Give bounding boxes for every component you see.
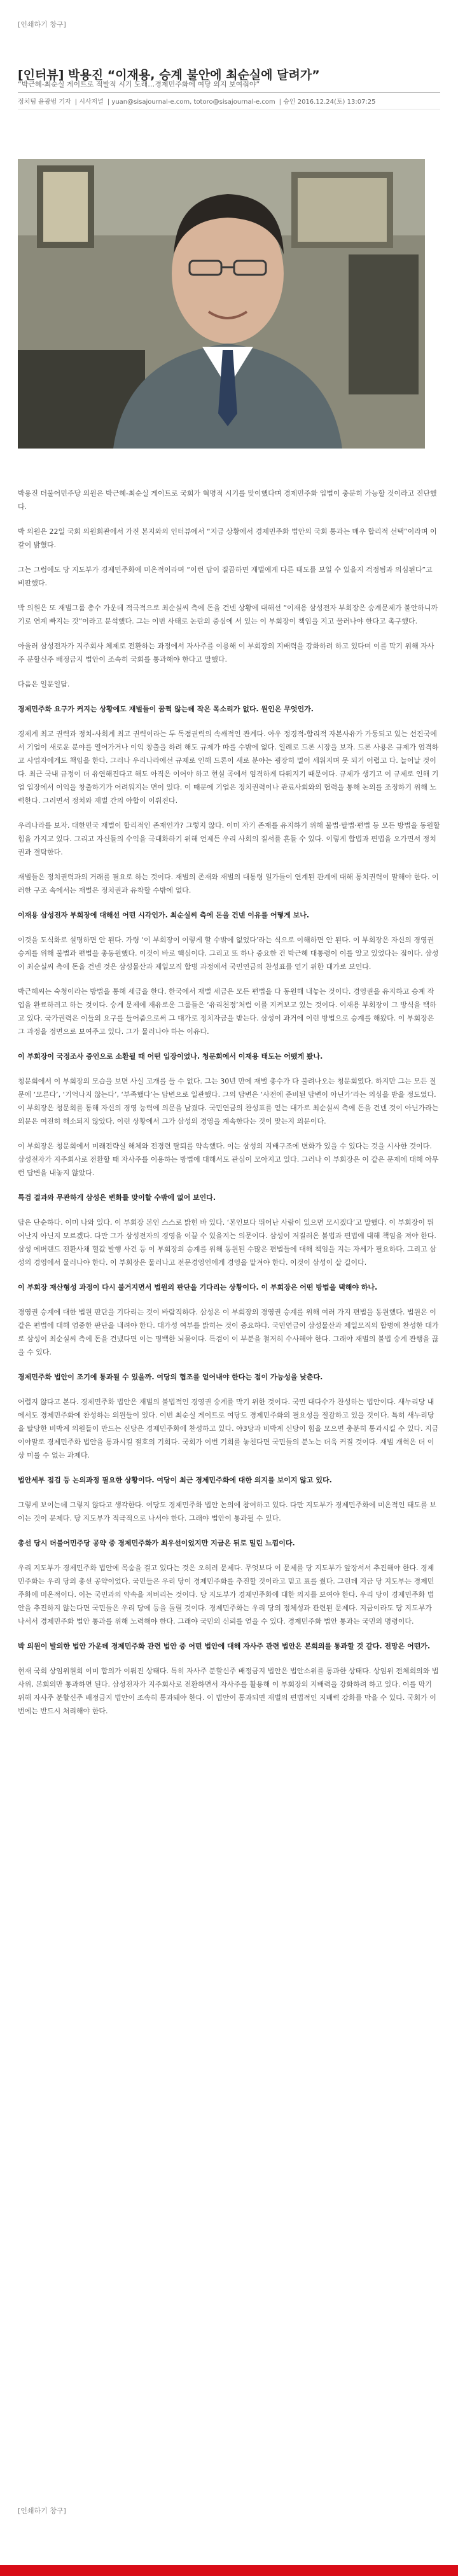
paragraph: 그렇게 보이는데 그렇지 않다고 생각한다. 여당도 경제민주화 법안 논의에 참여하고 있다. 다만 지도부가 경제민주화에 미온적인 태도를 보이는 것이 문제다. 당 지도부가 적극적으로 나서야 한다. 그래야 법안이 통과될 수 있다. — [18, 1501, 436, 1522]
article-byline: 정치팀 윤광범 기자 | 시사저널 | yuan@sisajournal-e.com, totoro@sisajournal-e.com | 승인 2016.12.24(토) 13:07:25 — [18, 92, 440, 109]
interview-question: 이 부회장이 국정조사 증인으로 소환될 때 어떤 입장이었나. 청문회에서 이재용 태도는 어땠게 봤나. — [18, 1052, 323, 1061]
paragraph: 재벌들은 정치권력과의 거래를 필요로 하는 것이다. 재벌의 존재와 재벌의 대통령 일가들이 연계된 관계에 대해 통치권력이 말해야 한다. 이러한 구조 속에서는 재벌은 정치권과 유착할 수밖에 없다. — [18, 873, 439, 895]
byline-reporter: 정치팀 윤광범 기자 — [18, 99, 71, 106]
interview-photo-illustration — [18, 159, 425, 449]
interview-question: 특검 결과와 무관하게 삼성은 변화를 맞이할 수밖에 없어 보인다. — [18, 1194, 216, 1202]
byline-email: yuan@sisajournal-e.com, totoro@sisajournal-e.com — [111, 99, 275, 106]
paragraph: 그는 그럼에도 당 지도부가 경제민주화에 미온적이라며 “이런 답이 질끔하면 재벌에게 다른 태도를 보일 수 있을지 걱정됨과 의심된다”고 비판했다. — [18, 566, 433, 587]
interview-question: 경제민주화 법안이 조기에 통과될 수 있을까. 여당의 협조를 얻어내야 한다는 점이 가능성을 낮춘다. — [18, 1373, 323, 1381]
article-headline: [인터뷰] 박용진 “이재용, 승계 불안에 최순실에 달려가” — [18, 67, 320, 82]
paragraph: 답은 단순하다. 이미 나와 있다. 이 부회장 본인 스스로 밝힌 바 있다. ‘본인보다 뛰어난 사람이 있으면 모시겠다’고 말했다. 이 부회장이 뛰어난지 아닌지 모르겠다. 다만 그가 삼성전자의 경영을 이끌 수 있을지는 의문이다. 삼성이 저질러온 불법과 편법에 대해 책임을 져야 한다. 삼성 에버랜드 전환사채 헐값 발행 사건 등 이 부회장의 승계를 위해 동원된 수많은 편법들에 대해 책임을 지는 자세가 필요하다. 그리고 삼성의 경영에서 물러나야 한다. 이 부회장은 물러나고 전문경영인에게 경영을 맡겨야 한다. 이것이 삼성이 살 길이다. — [18, 1218, 436, 1267]
paragraph: 박 의원은 또 재벌그룹 총수 가운데 적극적으로 최순실씨 측에 돈을 건넨 상황에 대해선 “이재용 삼성전자 부회장은 승계문제가 불안하니까 기로 연계 빠지는 것”이라고 분석했다. 그는 이번 사태로 논란의 중심에 서 있는 이 부회장이 책임을 지고 물러나야 한다고 촉구했다. — [18, 604, 438, 625]
paragraph: 어렵지 않다고 본다. 경제민주화 법안은 재벌의 불법적인 경영권 승계를 막기 위한 것이다. 국민 대다수가 찬성하는 법안이다. 새누리당 내에서도 경제민주화에 찬성하는 의원들이 있다. 이번 최순실 게이트로 여당도 경제민주화의 필요성을 절감하고 있을 것이다. 특히 새누리당을 탈당한 비박계 의원들이 만드는 신당은 경제민주화에 찬성하고 있다. 야3당과 비박계 신당이 힘을 모으면 충분히 통과시킬 수 있다. 지금이야말로 경제민주화 법안을 통과시킬 절호의 기회다. 국회가 이번 기회를 놓친다면 국민들의 분노는 더욱 커질 것이다. 재벌 개혁은 더 이상 미룰 수 없는 과제다. — [18, 1398, 439, 1459]
paragraph: 박근혜씨는 숙청이라는 방법을 통해 세금을 한다. 한국에서 재벌 세금은 모든 편법을 다 동원해 내놓는 것이다. 경영권을 유지하고 승계 작업을 완료하려고 하는 것이다. 승계 문제에 재유로운 그룹들은 ‘유리천정’처럼 이를 지켜보고 있는 것이다. 이재용 부회장이 그 방식을 택하고 있다. 국가권력은 이들의 요구를 들어줌으로써 그 대가로 정치자금을 받는다. 삼성이 과거에 이런 방법으로 승계를 해왔다. 이 부회장은 그 과정을 정면으로 보여주고 있다. 그가 물러나야 하는 이유다. — [18, 987, 436, 1036]
paragraph: 우리나라를 보자. 대한민국 재벌이 합리적인 존재인가? 그렇지 않다. 이미 자기 존재를 유지하기 위해 불법·탈법·편법 등 모든 방법을 동원할 힘을 가지고 있다. 그리고 자신들의 수익을 극대화하기 위해 언제든 우리 사회의 질서를 흔들 수 있다. 이렇게 합법과 편법을 오가면서 정치권과 결탁한다. — [18, 821, 440, 856]
paragraph: 박 의원은 22일 국회 의원회관에서 가진 본지와의 인터뷰에서 “지금 상황에서 경제민주화 법안의 국회 통과는 매우 합리적 선택”이라며 이같이 밝혔다. — [18, 527, 437, 549]
interview-question: 이재용 삼성전자 부회장에 대해선 어떤 시각인가. 최순실씨 측에 돈을 건넨 이유를 어떻게 보나. — [18, 911, 310, 919]
paragraph: 아울러 삼성전자가 지주회사 체제로 전환하는 과정에서 자사주를 이용해 이 부회장의 지배력을 강화하려 하고 있다며 이를 막기 위해 자사주 분할신주 배정금지 법안이 조속히 국회를 통과해야 한다고 말했다. — [18, 642, 434, 664]
paragraph: 박용진 더불어민주당 의원은 박근혜-최순실 게이트로 국회가 혁명적 시기를 맞이했다며 경제민주화 입법이 충분히 가능할 것이라고 진단했다. — [18, 489, 437, 511]
paragraph: 이 부회장은 청문회에서 미래전략실 해체와 전경련 탈퇴를 약속했다. 이는 삼성의 지배구조에 변화가 있을 수 있다는 것을 시사한 것이다. 삼성전자가 지주회사로 전환할 때 자사주를 이용하는 방법에 대해서도 관심이 모아지고 있다. 그러나 이 부회장은 이 같은 문제에 대해 아무런 답변을 내놓지 않았다. — [18, 1142, 439, 1177]
paragraph: 청문회에서 이 부회장의 모습을 보면 사실 고개를 들 수 없다. 그는 30년 만에 재벌 총수가 다 불려나오는 청문회였다. 하지만 그는 모든 질문에 ‘모른다’, ‘기억나지 않는다’, ‘부족했다’는 답변으로 일관했다. 그의 답변은 ‘사전에 준비된 답변이 아닌가’라는 의심을 받을 정도였다. 이 부회장은 청문회를 통해 자신의 경영 능력에 의문을 남겼다. 국민연금의 찬성표를 얻는 대가로 최순실씨 측에 돈을 건넨 것이 아닌가라는 의문은 여전히 해소되지 않았다. 이런 상황에서 그가 삼성의 경영을 계속한다는 것이 맞는지 의문이다. — [18, 1077, 439, 1125]
interview-question: 이 부회장 재산형성 과정이 다시 불거지면서 법원의 판단을 기다리는 상황이다. 이 부회장은 어떤 방법을 택해야 하나. — [18, 1283, 378, 1291]
interview-question: 경제민주화 요구가 커지는 상황에도 재벌들이 꿈쩍 않는데 작은 목소리가 없다. 원인은 무엇인가. — [18, 705, 314, 713]
paragraph: 우리 지도부가 경제민주화 법안에 목숨을 걸고 있다는 것은 오히려 문제다. 무엇보다 이 문제를 당 지도부가 앞장서서 추진해야 한다. 경제민주화는 우리 당의 총선 공약이었다. 국민들은 우리 당이 경제민주화를 추진할 것이라고 믿고 표를 줬다. 그런데 지금 당 지도부는 경제민주화에 미온적이다. 이는 국민과의 약속을 저버리는 것이다. 당 지도부가 경제민주화에 대한 의지를 보여야 한다. 우리 당이 경제민주화 법안을 추진하지 않는다면 국민들은 우리 당에 등을 돌릴 것이다. 경제민주화는 우리 당의 정체성과 관련된 문제다. 지금이라도 당 지도부가 나서서 경제민주화 법안 통과를 위해 노력해야 한다. 그래야 국민의 신뢰를 얻을 수 있다. 경제민주화 법안 통과는 국민의 명령이다. — [18, 1564, 434, 1626]
paragraph: 경제계 최고 권력과 정치-사회계 최고 권력이라는 두 독점권력의 속깨적인 관계다. 아우 정경적-합리적 자본사유가 가동되고 있는 선진국에서 기업이 새로운 분야를 열어가거나 이익 창출을 하려 해도 규제가 따를 수밖에 없다. 일례로 드론 시장을 보자. 드론 사용은 규제가 엄격하고 사업자에게도 책임을 한다. 그러나 우리나라에선 규제로 인해 드론이 새로 분야는 굉장히 멀어 세워지며 못 되기 어렵고 다. 늘어날 것이다. 최근 국내 규정이 더 유연해진다고 해도 아직은 이어야 하고 현실 곡에서 엄격하게 다뤄지기 때문이다. 규제가 생기고 이 규제로 인해 기업 입장에서 이익을 창출하기가 어려워지는 면이 있다. 이 때문에 기업은 정치권력이나 관료사회와의 협력을 통해 논의를 조정하기 위해 노력한다. 그러면서 정치와 재벌 간의 야합이 이뤄진다. — [18, 730, 439, 805]
byline-date: 승인 2016.12.24(토) 13:07:25 — [283, 99, 376, 106]
print-label-top: [인쇄하기 창구] — [18, 20, 66, 29]
paragraph: 현재 국회 상임위원회 이미 합의가 이뤄진 상태다. 특히 자사주 분할신주 배정금지 법안은 법안소위를 통과한 상태다. 상임위 전체회의와 법사위, 본회의만 통과하면 된다. 삼성전자가 지주회사로 전환하면서 자사주를 활용해 이 부회장의 지배력을 강화하려 하고 있다. 이를 막기 위해 자사주 분할신주 배정금지 법안이 조속히 통과돼야 한다. 이 법안이 통과되면 재벌의 편법적인 지배력 강화를 막을 수 있다. 국회가 이번에는 반드시 처리해야 한다. — [18, 1667, 439, 1715]
article-body — [18, 487, 440, 1729]
footer-accent-bar — [0, 2565, 458, 2576]
paragraph: 다음은 일문일답. — [18, 680, 70, 688]
paragraph: 경영권 승계에 대한 법원 판단을 기다리는 것이 바람직하다. 삼성은 이 부회장의 경영권 승계를 위해 여러 가지 편법을 동원했다. 법원은 이 같은 편법에 대해 엄중한 판단을 내려야 한다. 대가성 여부를 밝히는 것이 중요하다. 국민연금이 삼성물산과 제일모직의 합병에 찬성한 대가로 삼성이 최순실씨 측에 돈을 건넸다면 이는 명백한 뇌물이다. 특검이 이 부분을 철저히 수사해야 한다. 그래야 재벌의 불법 승계 관행을 끊을 수 있다. — [18, 1308, 439, 1356]
interview-question: 박 의원이 발의한 법안 가운데 경제민주화 관련 법안 중 어떤 법안에 대해 자사주 관련 법안은 본회의를 통과할 것 같다. 전망은 어떤가. — [18, 1642, 431, 1650]
article-subhead: “박근혜-최순실 게이트로 적발적 시기 도래…경제민주화에 여당 의지 보여줘야” — [18, 80, 260, 88]
interview-photo — [18, 159, 425, 449]
interview-question: 법안세부 점검 등 논의과정 필요한 상황이다. 여당이 최근 경제민주화에 대한 의지를 보이지 않고 있다. — [18, 1476, 332, 1484]
paragraph: 이것을 도식화로 설명하면 안 된다. 가령 ‘이 부회장이 이렇게 할 수밖에 없었다’라는 식으로 이해하면 안 된다. 이 부회장은 자신의 경영권 승계를 위해 불법과 편법을 총동원했다. 이것이 바로 핵심이다. 그리고 또 하나 중요한 건 박근혜 대통령이 이를 알고 있었다는 점이다. 삼성이 최순실씨 측에 돈을 건넨 것은 삼성물산과 제일모직 합병 과정에서 국민연금의 찬성표를 얻기 위한 대가로 보인다. — [18, 936, 439, 971]
byline-paper: 시사저널 — [79, 99, 104, 106]
interview-question: 총선 당시 더불어민주당 공약 중 경제민주화가 최우선이었지만 지금은 뒤로 밀린 느낌이다. — [18, 1539, 295, 1547]
print-label-bottom: [인쇄하기 창구] — [18, 2507, 66, 2515]
